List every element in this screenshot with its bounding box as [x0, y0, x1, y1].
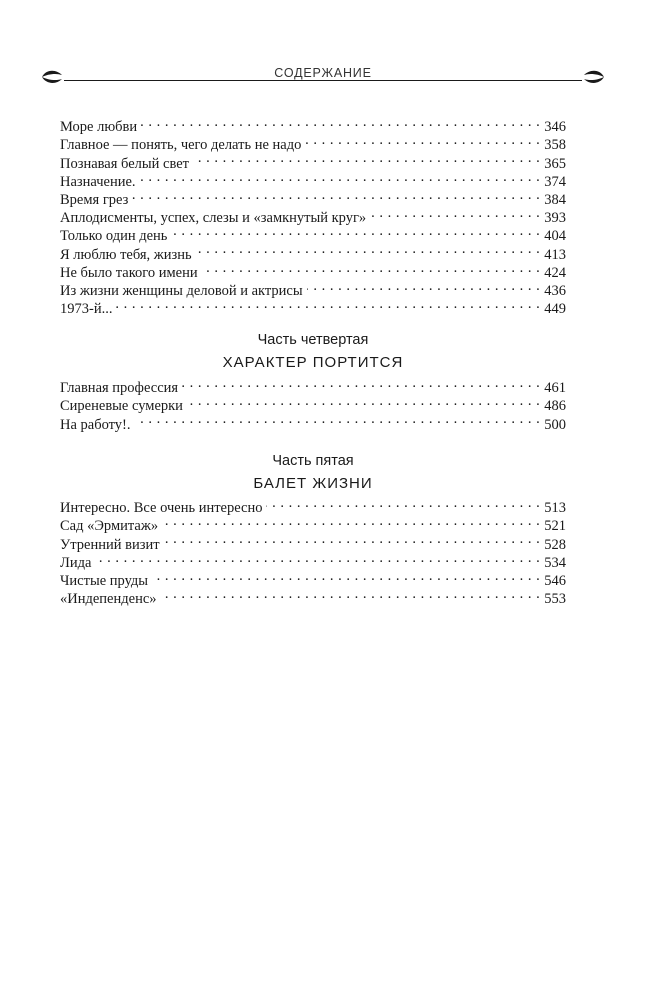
toc-entry-page: 461	[544, 380, 566, 397]
toc-entry-title: «Индепенденс»	[60, 591, 157, 608]
dot-leader	[171, 222, 540, 240]
toc-entry-page: 374	[544, 173, 566, 190]
toc-list	[60, 113, 566, 318]
toc-entry-title: Главное — понять, чего делать не надо	[60, 137, 302, 154]
toc-entry-page: 513	[544, 500, 566, 517]
toc-entry-title: Главная профессия	[60, 380, 179, 397]
toc-entry[interactable]	[60, 374, 566, 397]
toc-entry-title: Познавая белый свет	[60, 155, 189, 172]
part-heading	[60, 330, 566, 374]
toc-entry-title: 1973-й...	[60, 301, 113, 318]
toc-entry[interactable]	[60, 567, 566, 589]
toc-entry-page: 500	[544, 416, 566, 433]
toc-entry-page: 384	[544, 191, 566, 208]
toc-entry-page: 424	[544, 264, 566, 281]
toc-entry-title: Я люблю тебя, жизнь	[60, 246, 192, 263]
toc-entry-title: Интересно. Все очень интересно	[60, 500, 263, 517]
toc-entry-title: Море любви	[60, 119, 138, 136]
toc-entry[interactable]	[60, 549, 566, 571]
part-label: Часть четвертая	[257, 332, 369, 348]
toc-entry-title: Лида	[60, 554, 92, 571]
part-heading	[60, 451, 566, 495]
toc-entry-title: Назначение.	[60, 173, 136, 190]
toc-entry[interactable]	[60, 494, 566, 517]
dot-leader	[135, 410, 541, 428]
toc-entry-title: Из жизни женщины деловой и актрисы	[60, 282, 303, 299]
dot-leader	[196, 240, 541, 258]
toc-entry-page: 404	[544, 228, 566, 245]
dot-leader	[193, 149, 540, 167]
dot-leader	[141, 113, 540, 131]
dot-leader	[152, 567, 540, 585]
part-title: ХАРАКТЕР ПОРТИТСЯ	[222, 354, 404, 371]
toc-entry-page: 521	[544, 518, 566, 535]
toc-entry-page: 534	[544, 554, 566, 571]
header-rule	[64, 80, 582, 81]
toc-entry-page: 413	[544, 246, 566, 263]
dot-leader	[140, 168, 541, 186]
toc-entry-title: Не было такого имени	[60, 264, 198, 281]
dot-leader	[164, 530, 541, 548]
toc-entry-title: Сад «Эрмитаж»	[60, 518, 159, 535]
dot-leader	[305, 131, 540, 149]
toc-entry-title: Сиреневые сумерки	[60, 398, 183, 415]
toc-entry[interactable]	[60, 410, 566, 433]
toc-list	[60, 374, 566, 433]
toc-entry-page: 486	[544, 398, 566, 415]
toc-entry-page: 358	[544, 137, 566, 154]
header-title: СОДЕРЖАНИЕ	[40, 66, 606, 80]
toc-entry-title: Чистые пруды	[60, 572, 149, 589]
dot-leader	[182, 374, 540, 392]
toc-entry-page: 553	[544, 591, 566, 608]
running-header	[40, 62, 606, 92]
leaf-ornament-icon	[582, 68, 606, 86]
toc-entry-page: 449	[544, 301, 566, 318]
toc-entry[interactable]	[60, 186, 566, 208]
dot-leader	[202, 259, 541, 277]
toc-entry-page: 393	[544, 210, 566, 227]
dot-leader	[307, 277, 541, 295]
toc-entry[interactable]	[60, 113, 566, 136]
toc-entry-title: Аплодисменты, успех, слезы и «замкнутый круг»	[60, 210, 367, 227]
toc-entry-page: 365	[544, 155, 566, 172]
toc-entry-title: На работу!.	[60, 416, 131, 433]
toc-entry-page: 528	[544, 536, 566, 553]
toc-entry[interactable]	[60, 204, 566, 227]
dot-leader	[266, 494, 540, 512]
dot-leader	[132, 186, 540, 204]
part-label: Часть пятая	[272, 453, 354, 469]
toc-list	[60, 494, 566, 608]
dot-leader	[95, 549, 540, 567]
dot-leader	[187, 392, 540, 410]
toc-entry-page: 436	[544, 282, 566, 299]
toc-entry-page: 546	[544, 572, 566, 589]
dot-leader	[162, 512, 540, 530]
toc-entry-title: Утренний визит	[60, 536, 160, 553]
toc-entry[interactable]	[60, 295, 566, 318]
dot-leader	[161, 585, 541, 603]
toc-entry-page: 346	[544, 119, 566, 136]
dot-leader	[370, 204, 540, 222]
dot-leader	[116, 295, 540, 313]
toc-entry-title: Время грез	[60, 191, 129, 208]
part-title: БАЛЕТ ЖИЗНИ	[253, 475, 373, 492]
toc-entry-title: Только один день	[60, 228, 168, 245]
